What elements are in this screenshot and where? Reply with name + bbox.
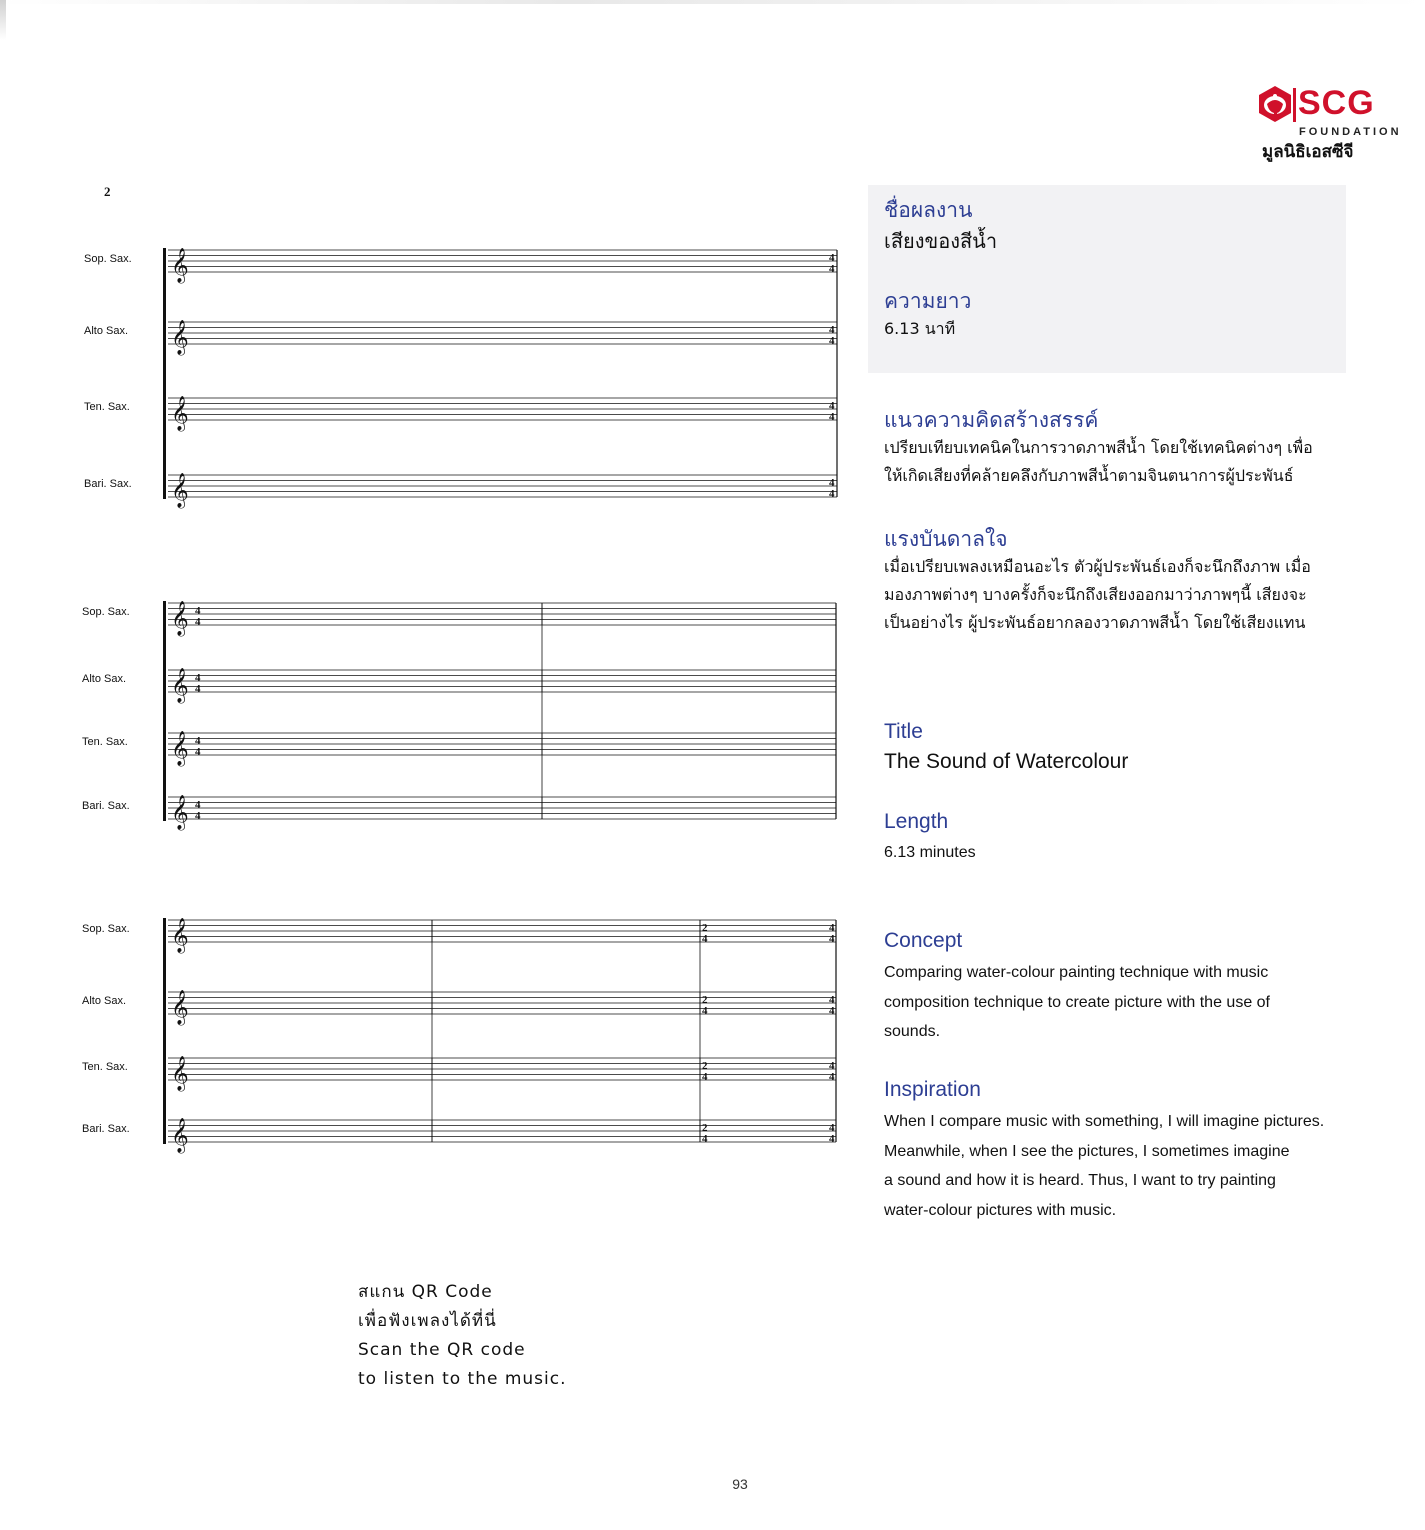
logo-brand: SCG: [1298, 84, 1375, 122]
time-signature: 4: [829, 933, 835, 945]
treble-clef-icon: 𝄞: [171, 990, 189, 1025]
treble-clef-icon: 𝄞: [171, 473, 189, 508]
treble-clef-icon: 𝄞: [171, 668, 189, 703]
treble-clef-icon: 𝄞: [171, 1118, 189, 1153]
qr-caption-line: เพื่อฟังเพลงได้ที่นี่: [358, 1311, 497, 1331]
time-signature: 4: [829, 400, 835, 412]
time-signature: 4: [829, 411, 835, 423]
thai-concept-text: [884, 434, 1346, 490]
music-score: [60, 180, 850, 1180]
page-number: 93: [732, 1476, 748, 1492]
en-inspiration-line: When I compare music with something, I will imagine pictures.: [884, 1113, 1325, 1130]
treble-clef-icon: 𝄞: [171, 248, 189, 283]
thai-title-label: ชื่อผลงาน: [884, 198, 973, 222]
time-signature: 4: [829, 263, 835, 275]
time-signature: 4: [195, 672, 201, 684]
en-inspiration-line: Meanwhile, when I see the pictures, I sometimes imagine: [884, 1142, 1290, 1160]
qr-code-icon[interactable]: [162, 1258, 324, 1400]
instrument-label: Alto Sax.: [84, 325, 129, 337]
en-concept-text: [884, 958, 1349, 1047]
instrument-label: Bari. Sax.: [82, 1123, 130, 1135]
thai-concept-line: ให้เกิดเสียงที่คล้ายคลึงกับภาพสีน้ำตามจินตนาการผู้ประพันธ์: [884, 466, 1294, 485]
thai-inspiration-line: มองภาพต่างๆ บางครั้งก็จะนึกถึงเสียงออกมาว่าภาพๆนี้ เสียงจะ: [884, 585, 1307, 604]
instrument-label: Ten. Sax.: [84, 401, 130, 413]
time-signature: 4: [195, 616, 201, 628]
time-signature: 4: [702, 1133, 708, 1145]
time-signature: 4: [195, 810, 201, 822]
time-signature: 4: [702, 933, 708, 945]
time-signature: 4: [829, 324, 835, 336]
system-bracket: [163, 918, 166, 1144]
treble-clef-icon: 𝄞: [171, 1056, 189, 1091]
time-signature: 4: [195, 735, 201, 747]
logo-subtitle: FOUNDATION: [1299, 126, 1402, 138]
thai-concept-label: แนวความคิดสร้างสรรค์: [884, 408, 1099, 432]
time-signature: 4: [829, 252, 835, 264]
thai-inspiration-label: แรงบันดาลใจ: [884, 527, 1008, 551]
en-inspiration-label: Inspiration: [884, 1078, 981, 1101]
thai-inspiration-line: เป็นอย่างไร ผู้ประพันธ์อยากลองวาดภาพสีน้ำ โดยใช้เสียงแทน: [884, 613, 1306, 632]
time-signature: 2: [702, 922, 708, 934]
treble-clef-icon: 𝄞: [171, 320, 189, 355]
instrument-label: Sop. Sax.: [82, 606, 130, 618]
en-concept-line: Comparing water-colour painting technique with music: [884, 964, 1269, 981]
thai-inspiration-text: [884, 553, 1346, 637]
time-signature: 4: [829, 922, 835, 934]
en-inspiration-line: a sound and how it is heard. Thus, I want to try painting: [884, 1172, 1276, 1189]
treble-clef-icon: 𝄞: [171, 918, 189, 953]
left-edge-shadow: [0, 0, 6, 40]
time-signature: 4: [829, 1071, 835, 1083]
treble-clef-icon: 𝄞: [171, 731, 189, 766]
thai-concept-line: เปรียบเทียบเทคนิคในการวาดภาพสีน้ำ โดยใช้เทคนิคต่างๆ เพื่อ: [884, 438, 1313, 457]
en-concept-label: Concept: [884, 929, 963, 952]
time-signature: 4: [195, 746, 201, 758]
thai-title-value: เสียงของสีน้ำ: [884, 229, 998, 253]
instrument-label: Sop. Sax.: [84, 253, 132, 265]
system-bracket: [163, 601, 166, 821]
en-inspiration-line: water-colour pictures with music.: [884, 1201, 1117, 1219]
time-signature: 4: [195, 799, 201, 811]
time-signature: 4: [702, 1071, 708, 1083]
time-signature: 4: [829, 1060, 835, 1072]
instrument-label: Sop. Sax.: [82, 923, 130, 935]
logo-divider: [1293, 88, 1296, 122]
score-page-number: 2: [104, 184, 111, 199]
time-signature: 4: [702, 1005, 708, 1017]
qr-caption-line: สแกน QR Code: [358, 1282, 493, 1302]
elephant-emblem-icon: [1255, 84, 1295, 124]
thai-inspiration-line: เมื่อเปรียบเพลงเหมือนอะไร ตัวผู้ประพันธ์เองก็จะนึกถึงภาพ เมื่อ: [884, 557, 1311, 576]
thai-length-value: 6.13 นาที: [884, 319, 956, 338]
time-signature: 4: [829, 1122, 835, 1134]
en-inspiration-text: [884, 1107, 1349, 1225]
qr-caption-line: to listen to the music.: [358, 1369, 567, 1389]
time-signature: 2: [702, 1060, 708, 1072]
time-signature: 2: [702, 1122, 708, 1134]
score-labels: [82, 253, 132, 1135]
instrument-label: Ten. Sax.: [82, 1061, 128, 1073]
treble-clef-icon: 𝄞: [171, 396, 189, 431]
time-signature: 4: [829, 1005, 835, 1017]
en-title-value: The Sound of Watercolour: [884, 750, 1129, 773]
en-title-label: Title: [884, 720, 923, 743]
score-staves: [163, 248, 837, 1154]
instrument-label: Ten. Sax.: [82, 736, 128, 748]
time-signature: 4: [829, 477, 835, 489]
en-length-label: Length: [884, 810, 949, 833]
en-concept-line: composition technique to create picture with the use of: [884, 993, 1270, 1011]
qr-caption-line: Scan the QR code: [358, 1340, 526, 1360]
thai-length-label: ความยาว: [884, 289, 972, 313]
top-edge-shadow: [0, 0, 1425, 4]
system-bracket: [163, 248, 166, 499]
instrument-label: Bari. Sax.: [84, 478, 132, 490]
treble-clef-icon: 𝄞: [171, 601, 189, 636]
logo-thai-name: มูลนิธิเอสซีจี: [1262, 142, 1354, 162]
instrument-label: Alto Sax.: [82, 673, 127, 685]
qr-caption: [358, 1278, 567, 1394]
time-signature: 4: [195, 683, 201, 695]
time-signature: 4: [829, 994, 835, 1006]
time-signature: 4: [195, 605, 201, 617]
en-concept-line: sounds.: [884, 1023, 941, 1040]
time-signature: 2: [702, 994, 708, 1006]
treble-clef-icon: 𝄞: [171, 795, 189, 830]
time-signature: 4: [829, 335, 835, 347]
time-signature: 4: [829, 1133, 835, 1145]
time-signature: 4: [829, 488, 835, 500]
instrument-label: Bari. Sax.: [82, 800, 130, 812]
en-length-value: 6.13 minutes: [884, 844, 976, 861]
instrument-label: Alto Sax.: [82, 995, 127, 1007]
